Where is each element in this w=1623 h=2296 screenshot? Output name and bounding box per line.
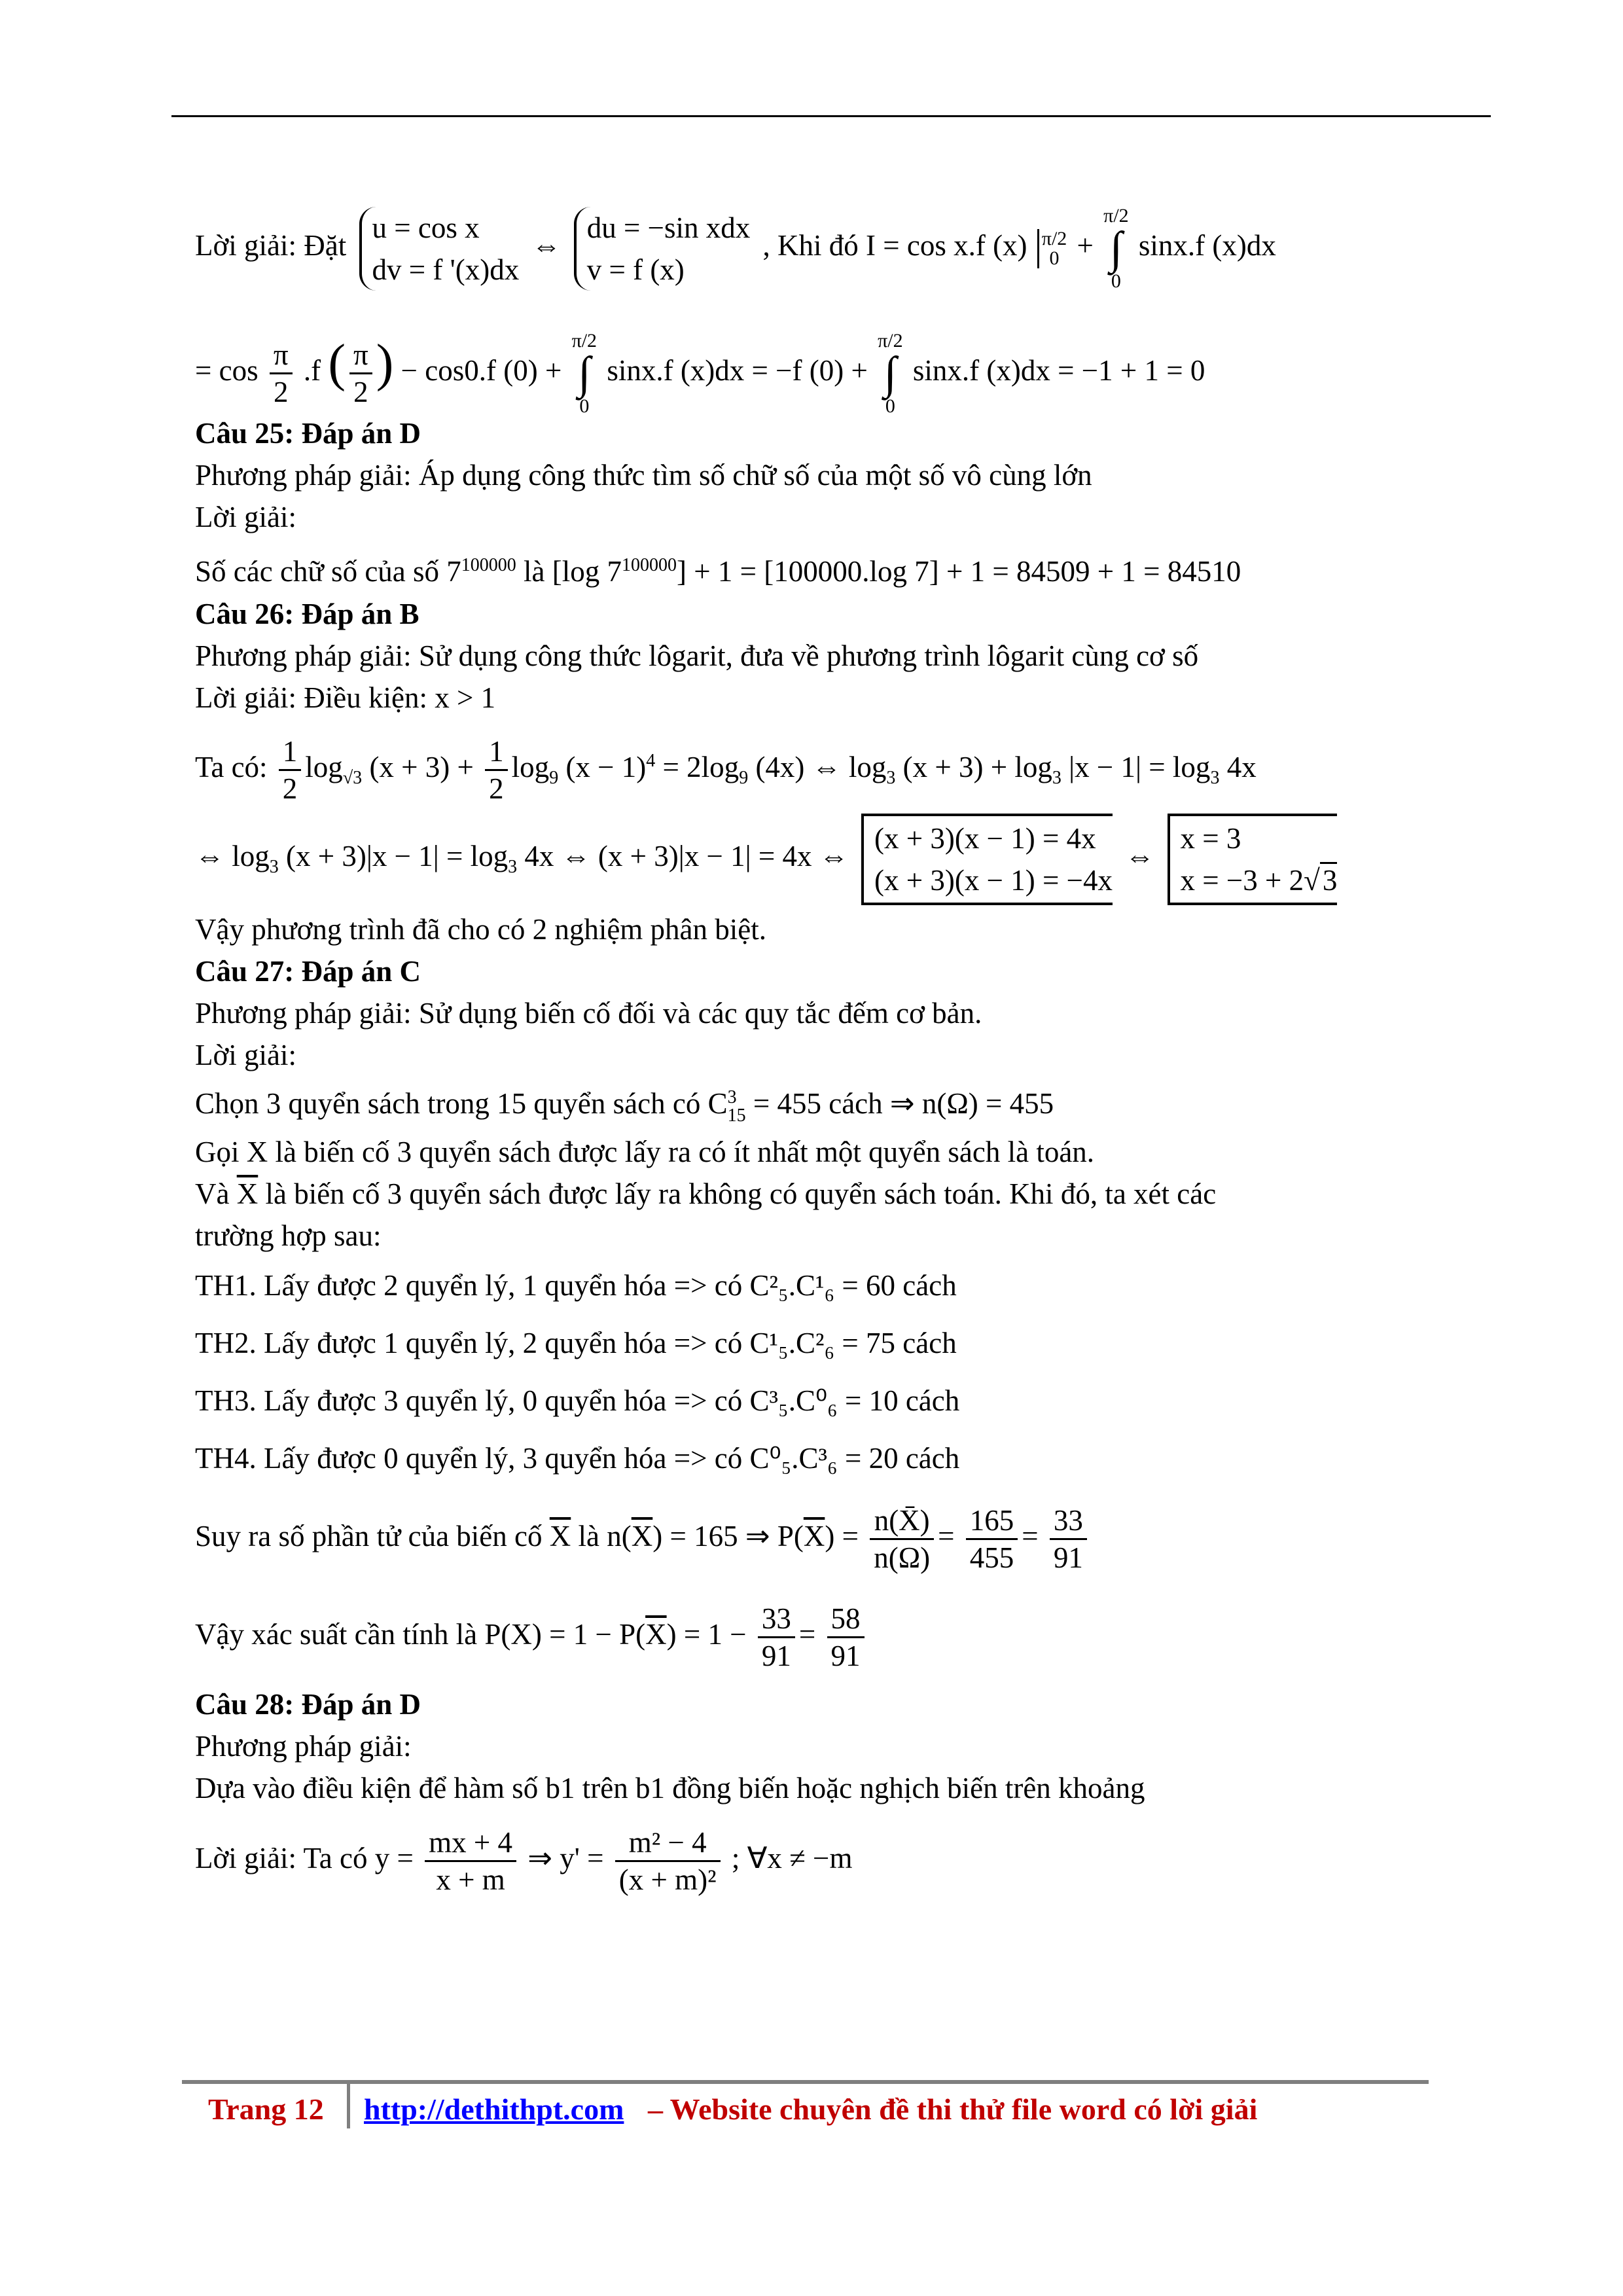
question-28-method: Phương pháp giải:: [195, 1730, 412, 1763]
math: (x + 3)|x − 1| = log: [286, 840, 508, 872]
math: C⁰₅.C³₆ = 20 cách: [749, 1442, 960, 1475]
system-row: u = cos x: [372, 211, 480, 244]
solution-line-1: [195, 196, 1491, 295]
text: Suy ra số phần tử của biến cố: [195, 1520, 543, 1552]
complement-x: $\overline{X}$: [236, 1177, 259, 1210]
math: log: [305, 751, 343, 783]
math: +: [1077, 229, 1094, 262]
denominator: 2: [489, 772, 504, 806]
paren: ): [376, 334, 394, 392]
integral: [572, 331, 597, 416]
eval-lower: 0: [1049, 247, 1060, 269]
question-25-heading: Câu 25: Đáp án D: [195, 417, 421, 450]
subscript: 15: [727, 1105, 746, 1126]
numerator: π: [349, 337, 372, 374]
integral-lower: 0: [1111, 270, 1121, 292]
complement-x: $\overline{X}$: [803, 1520, 825, 1552]
math: x > 1: [435, 681, 496, 714]
numerator: 33: [1050, 1503, 1087, 1540]
text: Lời giải: Điều kiện:: [195, 681, 427, 714]
integral-sign: ∫: [578, 348, 591, 399]
fraction: [615, 1825, 721, 1897]
integral-upper: π/2: [878, 329, 903, 351]
math: 4x ⇔ (x + 3)|x − 1| = 4x ⇔: [524, 840, 849, 872]
question-26-solution: [195, 677, 1491, 719]
footer-page-number: Trang 12: [208, 2092, 324, 2126]
fraction: [1050, 1503, 1087, 1575]
integral-lower: 0: [885, 395, 895, 417]
question-26-line-1: [195, 719, 1491, 804]
footer-rule: [182, 2080, 1429, 2084]
evaluation-bar: [1037, 229, 1067, 268]
math: sinx.f (x)dx = −1 + 1 = 0: [912, 354, 1205, 387]
math: C: [707, 1087, 728, 1120]
text: Số các chữ số của số: [195, 555, 440, 588]
complement-x: $\overline{X}$: [631, 1520, 653, 1552]
subscript: 3: [1210, 768, 1220, 788]
math: ; ∀x ≠ −m: [731, 1842, 853, 1874]
denominator: n(Ω): [874, 1541, 931, 1575]
numerator: π: [270, 337, 293, 374]
subscript: 3: [269, 857, 279, 877]
question-27-line-1: [195, 1076, 1491, 1131]
integral: [878, 331, 902, 416]
integral-lower: 0: [579, 395, 590, 417]
solution-line-2: [195, 314, 1491, 417]
numerator: 165: [966, 1503, 1018, 1540]
case-row: x = −3 + 2√3: [1181, 859, 1338, 901]
math: 7: [446, 555, 461, 588]
denominator: 91: [1053, 1541, 1083, 1575]
math: .f: [303, 354, 321, 387]
math: C³₅.C⁰₆ = 10 cách: [749, 1384, 960, 1417]
sqrt-radicand: 3: [1320, 862, 1338, 897]
math: (x − 1): [565, 751, 647, 783]
fraction: [349, 337, 372, 410]
case-row: x = 3: [1180, 821, 1241, 855]
math: = 2log: [662, 751, 740, 783]
subscript: 3: [886, 768, 896, 788]
math: sinx.f (x)dx = −f (0) +: [607, 354, 868, 387]
question-27-solution-label: Lời giải:: [195, 1039, 297, 1071]
equiv-symbol: ⇔: [531, 229, 562, 262]
solution-set-1: [861, 814, 1113, 905]
subscript: 3: [508, 857, 518, 877]
subscript: 9: [739, 768, 749, 788]
integral: [1103, 206, 1128, 291]
denominator: 455: [969, 1541, 1014, 1575]
system-1: [359, 207, 520, 291]
exponent: 100000: [461, 555, 516, 575]
text: là: [578, 1520, 599, 1552]
question-28-line-1: Dựa vào điều kiện để hàm số b1 trên b1 đồng biến hoặc nghịch biến trên khoảng: [195, 1772, 1145, 1804]
question-25-method: Phương pháp giải: Áp dụng công thức tìm số chữ số của một số vô cùng lớn: [195, 459, 1092, 492]
math: y =: [374, 1842, 414, 1874]
numerator: mx + 4: [425, 1825, 516, 1862]
integral-upper: π/2: [571, 329, 597, 351]
fraction: [758, 1601, 795, 1674]
integral-upper: π/2: [1103, 204, 1129, 226]
text: là biến cố 3 quyển sách được lấy ra không có quyển sách toán. Khi đó, ta xét các: [265, 1177, 1217, 1210]
text: Chọn 3 quyển sách trong 15 quyển sách có: [195, 1087, 701, 1120]
text: Lời giải: Ta có: [195, 1842, 368, 1874]
question-28-heading: Câu 28: Đáp án D: [195, 1688, 421, 1721]
question-26-line-2: [195, 804, 1491, 908]
math: ⇔ log: [195, 840, 270, 872]
superscript: 3: [727, 1086, 737, 1107]
fraction: [485, 734, 508, 806]
text: , Khi đó: [762, 229, 859, 262]
math: (x + 3) +: [369, 751, 474, 783]
fraction: [966, 1503, 1018, 1575]
fraction: [827, 1601, 865, 1674]
case-th1: [195, 1257, 1491, 1314]
case-th2: [195, 1314, 1491, 1372]
numerator: 1: [485, 734, 508, 771]
math: |x − 1| = log: [1069, 751, 1211, 783]
text: Và: [195, 1177, 230, 1210]
question-27-line-3: [195, 1173, 1491, 1215]
question-25-line: [195, 538, 1491, 593]
case-th3: [195, 1372, 1491, 1429]
numerator: 1: [279, 734, 302, 771]
text: Ta có:: [195, 751, 268, 783]
math: 4x: [1226, 751, 1257, 783]
text: TH3. Lấy được 3 quyển lý, 0 quyển hóa => có: [195, 1384, 743, 1417]
numerator: n(X̄): [870, 1503, 934, 1540]
combination-indices: [728, 1088, 746, 1125]
math: I = cos x.f (x): [865, 229, 1027, 262]
numerator: 33: [758, 1601, 795, 1638]
text: TH4. Lấy được 0 quyển lý, 3 quyển hóa => có: [195, 1442, 743, 1475]
text: Vậy xác suất cần tính là: [195, 1618, 478, 1651]
integral-sign: ∫: [1109, 223, 1122, 274]
complement-x: $\overline{X}$: [645, 1618, 667, 1651]
fraction: [870, 1503, 934, 1575]
paren: (: [328, 334, 346, 392]
math: log: [511, 751, 550, 783]
denominator: 2: [353, 376, 368, 409]
top-rule: [171, 115, 1491, 117]
system-row: du = −sin xdx: [586, 211, 751, 244]
math: C²₅.C¹₆ = 60 cách: [749, 1269, 957, 1302]
footer-tagline: – Website chuyên đề thi thử file word có lời giải: [648, 2092, 1258, 2126]
question-26-heading: Câu 26: Đáp án B: [195, 598, 419, 630]
question-27-method: Phương pháp giải: Sử dụng biến cố đối và các quy tắc đếm cơ bản.: [195, 997, 982, 1030]
complement-x: $\overline{X}$: [549, 1520, 571, 1552]
case-row: (x + 3)(x − 1) = 4x: [874, 821, 1096, 855]
system-2: [574, 207, 751, 291]
denominator: x + m: [436, 1863, 505, 1897]
text: là: [524, 555, 545, 588]
fraction: [279, 734, 302, 806]
footer-website-link[interactable]: http://dethithpt.com: [364, 2092, 624, 2126]
math: = cos: [195, 354, 259, 387]
footer-divider: [347, 2083, 350, 2128]
question-27-heading: Câu 27: Đáp án C: [195, 955, 421, 988]
case-th4: [195, 1429, 1491, 1487]
question-27-result-1: Suy ra số phần tử của biến cố $\overline{X}$ là $n(\overline{X}) = 165$ ⇒ $P(\overline{X})$ = $\frac{n(X̄)}{n(\Omega)}$ = $\frac{165}{455}$ = $\frac{33}{91}$: [195, 1487, 1491, 1585]
math: (4x) ⇔ log: [755, 751, 887, 783]
math: − cos0.f (0) +: [401, 354, 562, 387]
denominator: 91: [761, 1640, 791, 1673]
math: ⇔: [1125, 840, 1155, 872]
case-row: (x + 3)(x − 1) = −4x: [874, 863, 1113, 897]
math: sinx.f (x)dx: [1138, 229, 1276, 262]
question-26-method: Phương pháp giải: Sử dụng công thức lôgarit, đưa về phương trình lôgarit cùng cơ số: [195, 639, 1199, 672]
text: TH1. Lấy được 2 quyển lý, 1 quyển hóa => có: [195, 1269, 743, 1302]
subscript: 3: [1052, 768, 1061, 788]
math: (x + 3) + log: [902, 751, 1052, 783]
page-content: [195, 196, 1491, 1907]
fraction: [425, 1825, 516, 1897]
fraction: [270, 337, 293, 410]
math: ⇒ y' =: [527, 1842, 604, 1874]
math: P(X) = 1 − P(: [484, 1618, 646, 1651]
question-27-line-2: Gọi X là biến cố 3 quyển sách được lấy ra có ít nhất một quyển sách là toán.: [195, 1136, 1095, 1168]
text: Lời giải: Đặt: [195, 229, 347, 262]
denominator: 91: [830, 1640, 861, 1673]
system-row: dv = f '(x)dx: [372, 253, 520, 286]
math: ] + 1 = [100000.log 7] + 1 = 84509 + 1 = 84510: [677, 555, 1241, 588]
question-25-solution-label: Lời giải:: [195, 501, 297, 533]
system-row: v = f (x): [586, 253, 685, 286]
question-27-result-2: Vậy xác suất cần tính là $P(X) = 1 - P(\overline{X}) = 1$ − $\frac{33}{91}$ = $\frac{58}{91}$: [195, 1585, 1491, 1683]
math: = 455 cách ⇒ n(Ω) = 455: [753, 1087, 1054, 1120]
exponent: 100000: [622, 555, 677, 575]
numerator: 58: [827, 1601, 865, 1638]
math: ) = 165 ⇒ P(: [652, 1520, 804, 1552]
integral-sign: ∫: [883, 348, 897, 399]
denominator: (x + m)²: [618, 1863, 717, 1897]
subscript: √3: [342, 768, 363, 788]
subscript: 9: [549, 768, 559, 788]
solution-set-2: [1168, 814, 1338, 905]
numerator: m² − 4: [615, 1825, 721, 1862]
text: TH2. Lấy được 1 quyển lý, 2 quyển hóa => có: [195, 1327, 743, 1359]
denominator: 2: [282, 772, 298, 806]
math: ) =: [825, 1520, 859, 1552]
math: [log 7: [552, 555, 622, 588]
eval-upper: π/2: [1041, 227, 1067, 249]
question-26-conclusion: Vậy phương trình đã cho có 2 nghiệm phân biệt.: [195, 913, 766, 946]
question-27-line-4: trường hợp sau:: [195, 1219, 382, 1252]
math: ) = 1 −: [666, 1618, 747, 1651]
math: C¹₅.C²₆ = 75 cách: [749, 1327, 957, 1359]
denominator: 2: [273, 376, 289, 409]
question-28-solution: [195, 1809, 1491, 1907]
exponent: 4: [646, 751, 656, 771]
math: n(: [607, 1520, 632, 1552]
math: x = −3 + 2: [1180, 863, 1304, 897]
